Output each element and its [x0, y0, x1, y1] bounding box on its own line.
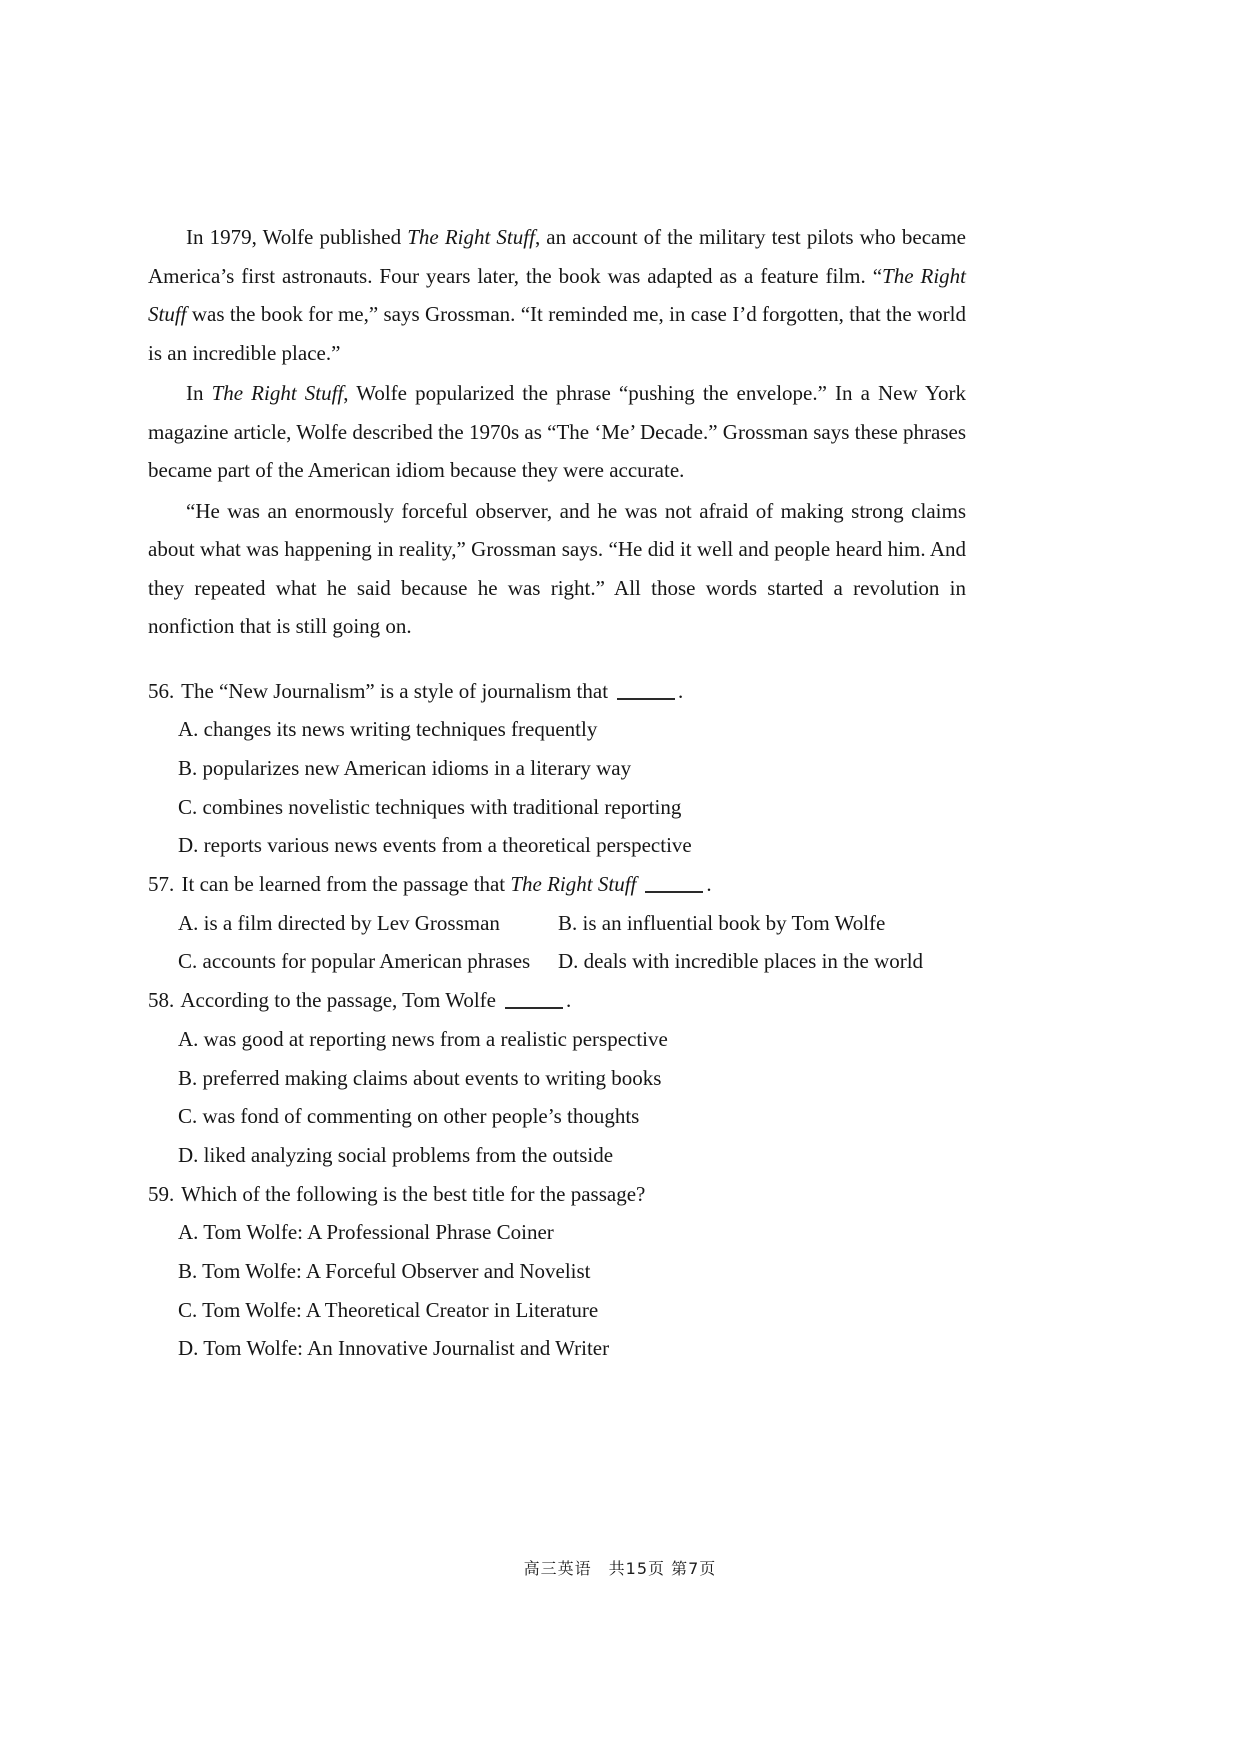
- option-56-d: D. reports various news events from a theoretical perspective: [178, 833, 692, 858]
- passage-text: , Wolfe popularized the phrase “pushing the envelope.” In a New York magazine article, Wolfe described the 1970s as “The ‘Me’ Decade.” Grossman says these phrases became part of the American idiom because they were accurate.: [148, 381, 966, 482]
- question-58: [148, 981, 966, 1175]
- option-59-d: D. Tom Wolfe: An Innovative Journalist and Writer: [178, 1336, 610, 1361]
- question-58-number: 58.: [148, 988, 175, 1013]
- question-59-number: 59.: [148, 1181, 175, 1206]
- question-57: [148, 865, 966, 981]
- option-59-b: B. Tom Wolfe: A Forceful Observer and Novelist: [178, 1259, 591, 1284]
- book-title-italic: The Right Stuff: [407, 225, 535, 249]
- passage-paragraph-1: [148, 218, 966, 372]
- option-57-d: D. deals with incredible places in the world: [558, 949, 924, 974]
- question-57-stem: [148, 865, 966, 904]
- option-59-a: A. Tom Wolfe: A Professional Phrase Coiner: [178, 1220, 554, 1245]
- book-title-italic: The Right Stuff: [211, 381, 344, 405]
- option-56-b: B. popularizes new American idioms in a literary way: [178, 755, 632, 780]
- book-title-italic: The Right Stuff: [510, 872, 637, 897]
- answer-blank: [617, 698, 675, 700]
- question-56-text: The “New Journalism” is a style of journalism that: [181, 678, 609, 703]
- passage-paragraph-3: [148, 492, 966, 646]
- option-56-c: C. combines novelistic techniques with traditional reporting: [178, 794, 682, 819]
- question-59-stem: [148, 1175, 966, 1214]
- question-56-stem: [148, 672, 966, 711]
- question-58-text: According to the passage, Tom Wolfe: [180, 988, 496, 1013]
- passage-text: was the book for me,” says Grossman. “It reminded me, in case I’d forgotten, that the world is an incredible place.”: [148, 302, 966, 365]
- option-57-c: C. accounts for popular American phrases: [178, 949, 531, 974]
- option-58-b: B. preferred making claims about events to writing books: [178, 1065, 662, 1090]
- question-57-number: 57.: [148, 872, 175, 897]
- question-57-options: [148, 904, 966, 981]
- question-58-options: [148, 1020, 966, 1175]
- answer-blank: [645, 891, 703, 893]
- page-footer: 高三英语 共15页 第7页: [523, 1559, 717, 1578]
- passage-paragraph-2: [148, 374, 966, 490]
- questions-section: [148, 672, 966, 1369]
- passage-text: In: [186, 381, 212, 405]
- passage-text: “He was an enormously forceful observer, and he was not afraid of making strong claims about what was happening in reality,” Grossman says. “He did it well and people heard him. And they repeated what he said because he was right.” All those words started a revolution in nonfiction that is still going on.: [148, 498, 966, 638]
- question-56-number: 56.: [148, 678, 175, 703]
- question-59-text: Which of the following is the best title for the passage?: [181, 1181, 646, 1206]
- question-56: [148, 672, 966, 866]
- option-57-a: A. is a film directed by Lev Grossman: [178, 910, 500, 935]
- question-59-options: [148, 1213, 966, 1368]
- question-56-period: .: [678, 678, 684, 703]
- question-57-text: It can be learned from the passage that: [181, 872, 506, 897]
- option-58-a: A. was good at reporting news from a realistic perspective: [178, 1026, 668, 1051]
- passage-text: , an account of the military test pilots who became America’s first astronauts. Four years later, the book was adapted as a feature film. “: [148, 225, 967, 288]
- question-58-period: .: [566, 988, 572, 1013]
- book-title-italic: The Right Stuff: [148, 263, 966, 326]
- option-58-c: C. was fond of commenting on other people’s thoughts: [178, 1104, 640, 1129]
- passage-text: In 1979, Wolfe published: [186, 225, 408, 249]
- question-58-stem: [148, 981, 966, 1020]
- option-59-c: C. Tom Wolfe: A Theoretical Creator in Literature: [178, 1297, 599, 1322]
- option-56-a: A. changes its news writing techniques frequently: [178, 717, 598, 742]
- question-57-period: .: [706, 872, 712, 897]
- reading-passage-and-questions: [148, 218, 966, 1368]
- option-57-b: B. is an influential book by Tom Wolfe: [558, 910, 886, 935]
- question-56-options: [148, 710, 966, 865]
- question-59: [148, 1175, 966, 1369]
- answer-blank: [505, 1007, 563, 1009]
- option-58-d: D. liked analyzing social problems from the outside: [178, 1142, 614, 1167]
